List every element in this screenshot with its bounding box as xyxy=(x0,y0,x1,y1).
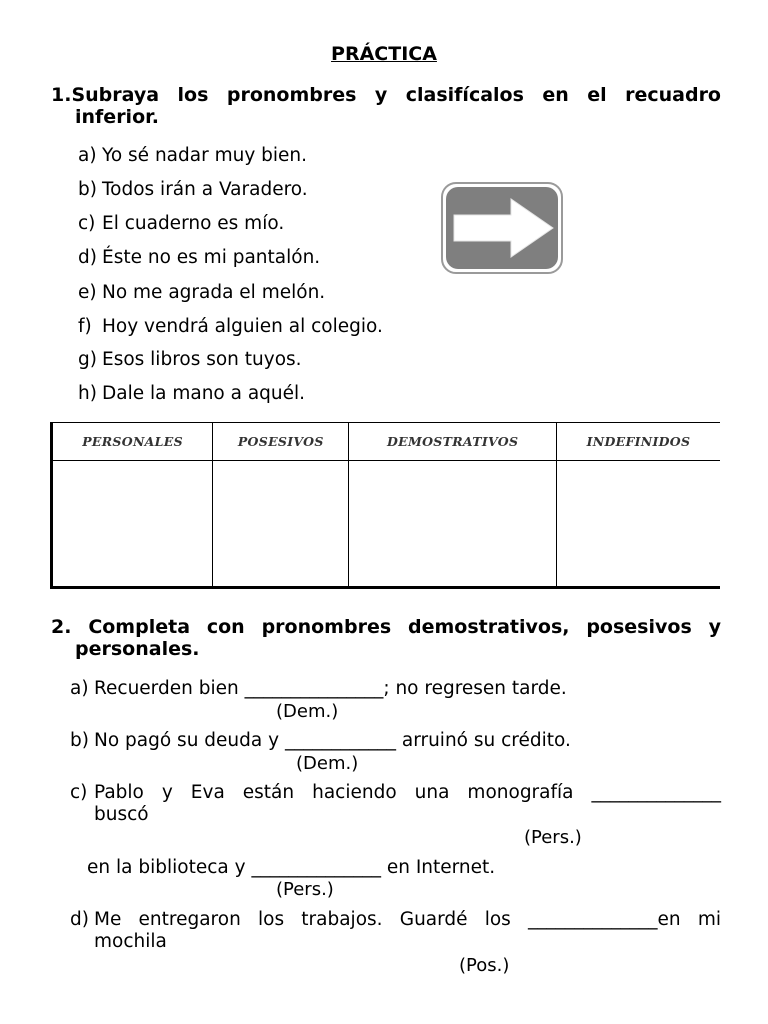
q2-item-b: b) No pagó su deuda y ____________ arruinó su crédito. xyxy=(70,730,571,751)
blank-a[interactable]: _______________ xyxy=(244,678,384,699)
q1-item-g: g) Esos libros son tuyos. xyxy=(78,349,302,370)
q2-instruction-line2: personales. xyxy=(75,638,200,660)
q2-item-d-line2: mochila xyxy=(94,931,167,952)
q1-instruction-text: Subraya los pronombres y clasifícalos en el recuadro xyxy=(71,84,721,106)
q1-instruction-line2: inferior. xyxy=(75,106,160,128)
q1-item-b: b) Todos irán a Varadero. xyxy=(78,179,308,200)
blank-b[interactable]: ____________ xyxy=(284,730,396,751)
q2-item-a: a) Recuerden bien _______________; no regresen tarde. xyxy=(70,678,567,699)
table-header-posesivos: POSESIVOS xyxy=(213,423,349,461)
right-arrow-icon xyxy=(441,182,563,274)
hint-d: (Pos.) xyxy=(459,955,510,976)
hint-b: (Dem.) xyxy=(296,753,359,774)
table-header-personales: PERSONALES xyxy=(52,423,213,461)
q1-item-h: h) Dale la mano a aquél. xyxy=(78,383,306,404)
blank-c2[interactable]: ______________ xyxy=(251,857,381,878)
q1-number: 1. xyxy=(51,84,72,106)
table-header-demostrativos: DEMOSTRATIVOS xyxy=(349,423,557,461)
blank-d[interactable]: ______________ xyxy=(528,909,658,930)
table-cell-indefinidos[interactable] xyxy=(556,461,720,588)
q1-item-e: e) No me agrada el melón. xyxy=(78,282,326,303)
table-cell-personales[interactable] xyxy=(52,461,213,588)
q1-item-d: d) Éste no es mi pantalón. xyxy=(78,247,321,268)
q2-item-c-line2: buscó xyxy=(94,804,149,825)
table-cell-demostrativos[interactable] xyxy=(349,461,557,588)
hint-c1: (Pers.) xyxy=(524,827,582,848)
q1-item-a: a) Yo sé nadar muy bien. xyxy=(78,145,308,166)
q1-item-f: f) Hoy vendrá alguien al colegio. xyxy=(78,316,383,337)
q2-item-c-line1: c) Pablo y Eva están haciendo una monografía ______________ xyxy=(70,782,721,803)
q1-instruction-line1 xyxy=(51,84,721,106)
table-cell-posesivos[interactable] xyxy=(213,461,349,588)
q2-item-d-line1: d) Me entregaron los trabajos. Guardé los ______________en mi xyxy=(70,909,721,930)
q2-instruction-text: Completa con pronombres demostrativos, posesivos y xyxy=(88,616,721,638)
q2-instruction-line1 xyxy=(51,616,721,638)
q2-number: 2. xyxy=(51,616,72,638)
blank-c1[interactable]: ______________ xyxy=(591,782,721,803)
page-title: PRÁCTICA xyxy=(331,43,437,65)
hint-a: (Dem.) xyxy=(276,701,339,722)
table-header-indefinidos: INDEFINIDOS xyxy=(556,423,720,461)
hint-c2: (Pers.) xyxy=(276,879,334,900)
q1-item-c: c) El cuaderno es mío. xyxy=(78,213,285,234)
q2-item-c-line3: en la biblioteca y ______________ en Internet. xyxy=(87,857,496,878)
classification-table xyxy=(50,422,720,589)
